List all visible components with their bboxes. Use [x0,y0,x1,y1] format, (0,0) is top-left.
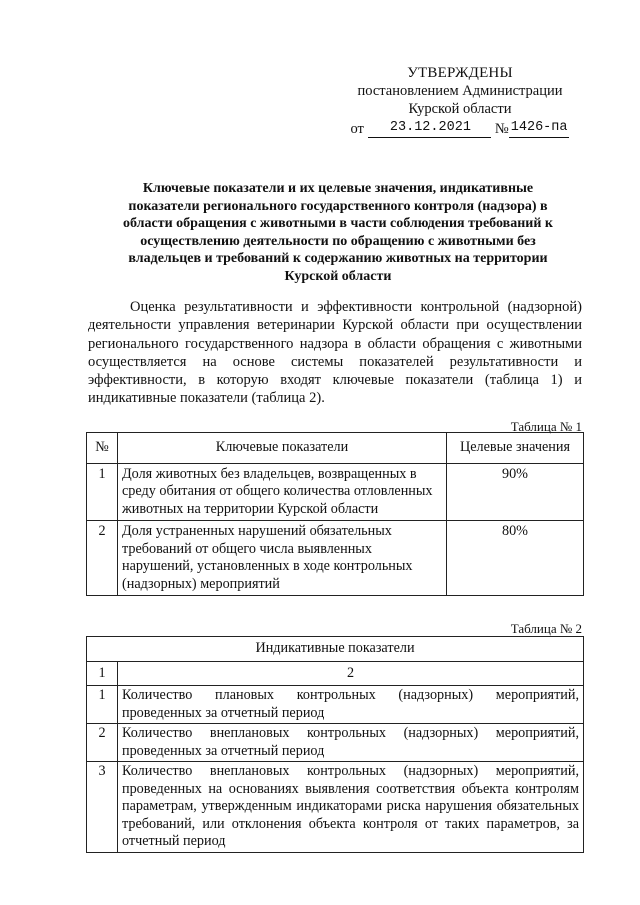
row-indicator: Доля животных без владельцев, возвращенных в среду обитания от общего количества отловленных животных на территории Курской области [118,463,447,521]
table-row [87,762,584,853]
row-num: 3 [87,762,118,853]
header-key-indicators: Ключевые показатели [118,433,447,464]
row-target: 80% [447,521,584,596]
indicative-indicators-table [86,636,584,853]
approval-date: 23.12.2021 [368,119,491,138]
table-row [87,686,584,724]
row-indicator: Количество плановых контрольных (надзорных) мероприятий, проведенных за отчетный период [118,686,584,724]
approval-line-1: постановлением Администрации [357,83,563,99]
approval-number: 1426-па [509,119,570,138]
table-row [87,463,584,521]
table-row [87,521,584,596]
approval-line-2: Курской области [408,101,512,117]
header-indicative: Индикативные показатели [87,637,584,662]
table-header-row [87,433,584,464]
row-indicator: Количество внеплановых контрольных (надзорных) мероприятий, проведенных за отчетный период [118,724,584,762]
table2-caption: Таблица № 2 [510,621,582,636]
row-target: 90% [447,463,584,521]
approval-block [340,64,580,138]
row-num: 1 [87,686,118,724]
number-sign: № [494,121,509,137]
approval-heading: УТВЕРЖДЕНЫ [407,65,513,81]
table-header-row [87,637,584,662]
table-subheader-row [87,661,584,686]
subheader-col-2: 2 [118,661,584,686]
key-indicators-table [86,432,584,596]
row-num: 2 [87,724,118,762]
subheader-col-1: 1 [87,661,118,686]
approval-date-line [340,119,580,138]
row-indicator: Доля устраненных нарушений обязательных требований от общего числа выявленных нарушений, установленных в ходе контрольных (надзорных) мероприятий [118,521,447,596]
document-title: Ключевые показатели и их целевые значения, индикативные показатели регионального государственного контроля (надзора) в области обращения с животными в части соблюдения требований к осуществлению деятельности по обращению с животными без владельцев и требований к содержанию животных на территории Курской области [123,181,553,284]
table-row [87,724,584,762]
date-prefix: от [350,121,364,137]
table1-caption: Таблица № 1 [510,419,582,434]
intro-paragraph: Оценка результативности и эффективности контрольной (надзорной) деятельности управления ветеринарии Курской области при осуществлении регионального государственного надзора в области обращения с животными осуществляется на основе системы показателей результативности и эффективности, в которую входят ключевые показатели (таблица 1) и индикативные показатели (таблица 2). [88,299,582,407]
header-target-values: Целевые значения [447,433,584,464]
header-num: № [87,433,118,464]
row-num: 1 [87,463,118,521]
row-indicator: Количество внеплановых контрольных (надзорных) мероприятий, проведенных на основаниях выявления соответствия объекта контролям параметрам, утвержденным индикаторами риска нарушения обязательных требований, или отклонения объекта контроля от таких параметров, за отчетный период [118,762,584,853]
row-num: 2 [87,521,118,596]
